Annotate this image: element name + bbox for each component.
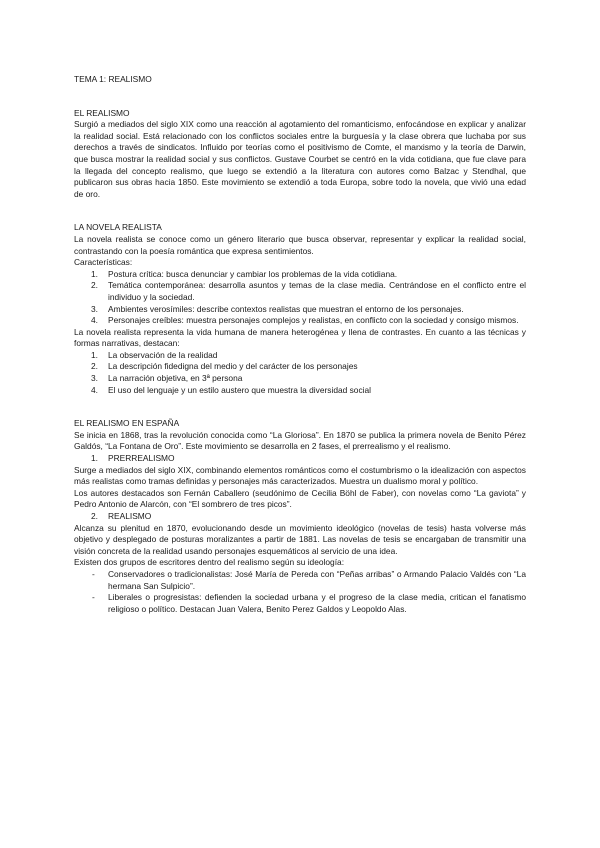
techniques-list (74, 350, 526, 396)
list-text: Ambientes verosímiles: describe contextos realistas que muestran el entorno de los personajes. (108, 303, 464, 314)
list-number: 1. (91, 349, 98, 360)
list-item (74, 569, 526, 592)
list-number: 3. (91, 373, 98, 384)
list-item (74, 385, 526, 397)
list-item (74, 269, 526, 281)
paragraph: Surge a mediados del siglo XIX, combinando elementos románticos como el costumbrismo o la idealización con aspectos más realistas como tramas definidas y personajes más caracterizados. Muestra un dualismo moral y político. (74, 464, 526, 487)
list-text: Conservadores o tradicionalistas: José María de Pereda con “Peñas arribas” o Armando Palacio Valdés con “La hermana San Sulpicio”. (108, 568, 526, 591)
list-number: 1. (91, 268, 98, 279)
list-text: La descripción fidedigna del medio y del carácter de los personajes (108, 361, 358, 372)
list-item (74, 373, 526, 385)
document-page (74, 74, 526, 615)
list-item (74, 361, 526, 373)
document-title: TEMA 1: REALISMO (74, 74, 152, 84)
section-heading: EL REALISMO EN ESPAÑA (74, 418, 180, 429)
groups-list (74, 569, 526, 615)
list-number: 4. (91, 384, 98, 395)
list-item (74, 592, 526, 615)
list-text: El uso del lenguaje y un estilo austero que muestra la diversidad social (108, 384, 372, 395)
list-number: 2. (91, 361, 98, 372)
section-heading: LA NOVELA REALISTA (74, 222, 162, 233)
paragraph: Los autores destacados son Fernán Caballero (seudónimo de Cecilia Böhl de Faber), con novelas como “La gaviota” y Pedro Antonio de Alarcón, con “El sombrero de tres picos”. (74, 487, 526, 510)
paragraph: Existen dos grupos de escritores dentro del realismo según su ideología: (74, 557, 345, 568)
paragraph: La novela realista se conoce como un género literario que busca observar, representar y explicar la realidad social, contrastando con la poesía romántica que expresa sentimientos. (74, 233, 526, 256)
list-item (74, 280, 526, 303)
list-item (74, 350, 526, 362)
section-realismo-espana (74, 418, 526, 615)
section-novela-realista (74, 222, 526, 396)
subsection-heading (74, 511, 526, 523)
paragraph: La novela realista representa la vida humana de manera heterogénea y llena de contrastes. En cuanto a las técnicas y formas narrativas, destacan: (74, 326, 526, 349)
paragraph: Surgió a mediados del siglo XIX como una reacción al agotamiento del romanticismo, enfocándose en explicar y analizar la realidad social. Está relacionado con los conflictos sociales entre la burguesía y la clase obrera que luchaba por sus derechos a través de sindicatos. Influido por teorías como el positivismo de Comte, el marxismo y la teoría de Darwin, que busca mostrar la realidad social y sus conflictos. Gustave Courbet se centró en la vida cotidiana, que fue clave para la llegada del concepto realismo, que luego se extendió a la literatura con autores como Balzac y Stendhal, que publicaron sus obras hacia 1850. Este movimiento se extendió a toda Europa, sobre todo la novela, que vivió una edad de oro. (74, 119, 526, 199)
list-number: 2. (91, 280, 98, 291)
paragraph: Se inicia en 1868, tras la revolución conocida como “La Gloriosa”. En 1870 se publica la primera novela de Benito Pérez Galdós, “La Fontana de Oro”. Este movimiento se desarrolla en 2 fases, el prerrealismo y el realismo. (74, 429, 526, 452)
list-dash: - (92, 568, 95, 579)
list-text: La observación de la realidad (108, 349, 218, 360)
list-number: 4. (91, 315, 98, 326)
list-number: 1. (91, 453, 98, 464)
list-number: 2. (91, 511, 98, 521)
list-text: Postura crítica: busca denunciar y cambiar los problemas de la vida cotidiana. (108, 268, 398, 279)
list-item (74, 304, 526, 316)
subsection-label: PRERREALISMO (108, 453, 175, 464)
list-text: Liberales o progresistas: defienden la sociedad urbana y el progreso de la clase media, critican el fanatismo religioso o político. Destacan Juan Valera, Benito Perez Galdos y Leopoldo Alas. (108, 592, 526, 614)
subsection-label: REALISMO (108, 511, 152, 521)
section-realismo (74, 108, 526, 201)
list-item (74, 315, 526, 327)
list-number: 3. (91, 303, 98, 314)
section-heading: EL REALISMO (74, 107, 130, 118)
list-text: Temática contemporánea: desarrolla asuntos y temas de la clase media. Centrándose en el conflicto entre el individuo y la sociedad. (108, 280, 526, 302)
paragraph: Alcanza su plenitud en 1870, evolucionando desde un movimiento ideológico (novelas de tesis) hasta volverse más objetivo y desplegado de posturas moralizantes a partir de 1881. Las novelas de tesis se encargaban de transmitir una visión concreta de la realidad usando personajes esquemáticos al servicio de una idea. (74, 522, 526, 556)
characteristics-label: Características: (74, 257, 133, 268)
list-text: Personajes creíbles: muestra personajes complejos y realistas, en conflicto con la sociedad y consigo mismos. (108, 315, 519, 326)
list-text: La narración objetiva, en 3ª persona (108, 373, 243, 384)
list-dash: - (92, 592, 95, 603)
subsection-heading (74, 453, 526, 465)
characteristics-list (74, 269, 526, 327)
